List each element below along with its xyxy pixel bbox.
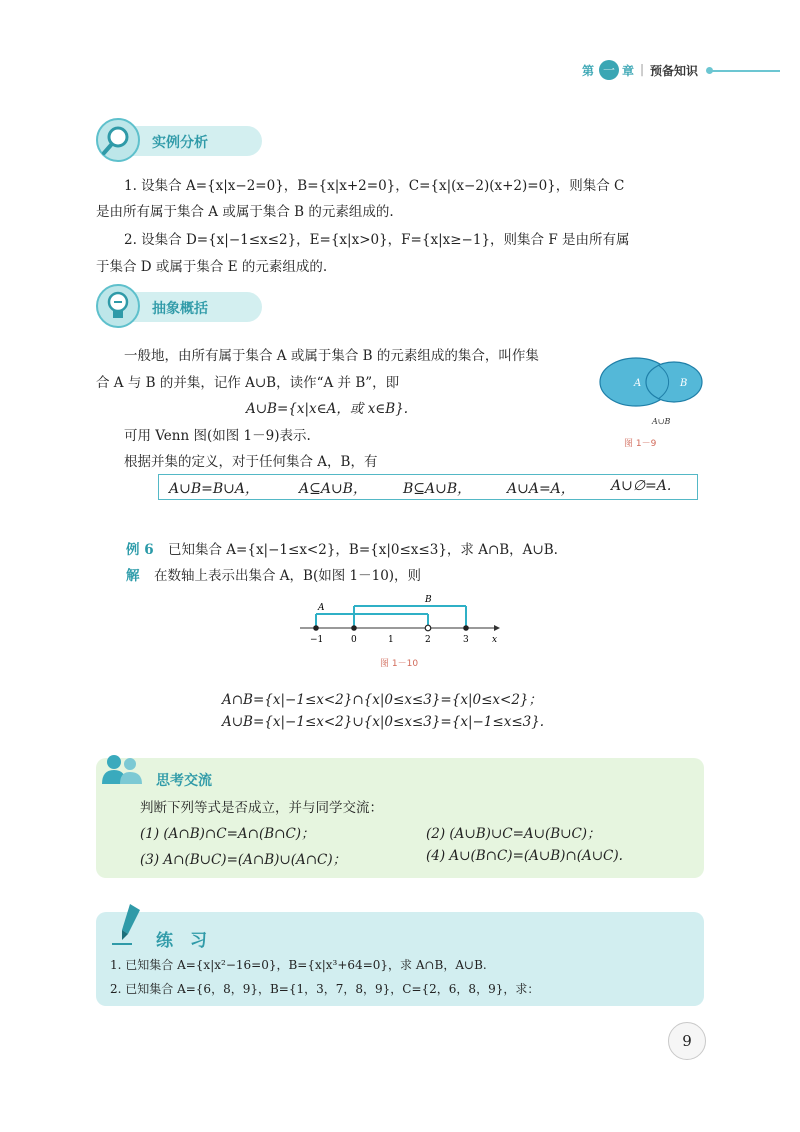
definition-line-1: 一般地，由所有属于集合 A 或属于集合 B 的元素组成的集合，叫作集 [124, 348, 539, 364]
property-a-subset: A⊆A∪B， [299, 481, 367, 497]
discussion-item-2: (2) (A∪B)∪C=A∪(B∪C)； [426, 826, 601, 842]
header-separator: | [640, 62, 645, 76]
solution-label: 解 [126, 568, 140, 584]
union-result: A∪B={x|−1≤x<2}∪{x|0≤x≤3}={x|−1≤x≤3}. [222, 714, 545, 730]
intersection-result: A∩B={x|−1≤x<2}∩{x|0≤x≤3}={x|0≤x<2}； [222, 692, 542, 708]
venn-label-b: B [680, 378, 688, 389]
numberline-label-b: B [425, 595, 432, 605]
example-line-4: 于集合 D 或属于集合 E 的元素组成的. [96, 259, 328, 275]
chapter-header [582, 58, 800, 84]
section-title-abstract: 抽象概括 [152, 301, 208, 317]
tick-neg1: −1 [310, 635, 324, 645]
example-problem: 已知集合 A={x|−1≤x<2}，B={x|0≤x≤3}，求 A∩B，A∪B. [168, 542, 558, 558]
tick-3: 3 [463, 635, 469, 645]
discussion-item-3: (3) A∩(B∪C)=(A∩B)∪(A∩C)； [140, 852, 347, 868]
solution-intro: 在数轴上表示出集合 A，B(如图 1－10)，则 [154, 568, 422, 584]
example-line-1: 1. 设集合 A={x|x−2=0}，B={x|x+2=0}，C={x|(x−2)(x+2)=0}，则集合 C [124, 178, 625, 194]
magnifier-icon [96, 118, 140, 162]
definition-line-5: 根据并集的定义，对于任何集合 A，B，有 [124, 454, 378, 470]
tick-2: 2 [425, 635, 431, 645]
union-definition-formula: A∪B={x|x∈A，或 x∈B}. [246, 401, 409, 417]
chapter-number: 一 [599, 60, 619, 80]
venn-union-caption: A∪B [652, 417, 671, 426]
tick-0: 0 [351, 635, 357, 645]
section-title-examples: 实例分析 [152, 135, 208, 151]
page-number: 9 [668, 1022, 706, 1060]
property-b-subset: B⊆A∪B， [403, 481, 472, 497]
venn-label-a: A [634, 378, 642, 389]
definition-line-2: 合 A 与 B 的并集，记作 A∪B，读作“A 并 B”，即 [96, 375, 400, 391]
chapter-prefix: 第 [582, 64, 595, 78]
practice-item-2: 2. 已知集合 A={6，8，9}，B={1，3，7，8，9}，C={2，6，8，9}，求： [110, 982, 540, 996]
number-line-figure [298, 592, 508, 672]
point-2-open [425, 625, 431, 631]
point-0 [351, 625, 357, 631]
venn-diagram [596, 356, 708, 452]
lightbulb-icon [96, 284, 140, 328]
axis-label-x: x [492, 635, 498, 645]
chapter-title: 预备知识 [650, 64, 699, 78]
property-idempotent: A∪A=A， [507, 481, 575, 497]
discussion-title: 思考交流 [156, 773, 212, 789]
definition-line-4: 可用 Venn 图(如图 1－9)表示. [124, 428, 311, 444]
discussion-item-4: (4) A∪(B∩C)=(A∪B)∩(A∪C). [426, 848, 623, 864]
pen-icon [110, 900, 150, 948]
example-line-3: 2. 设集合 D={x|−1≤x≤2}，E={x|x>0}，F={x|x≥−1}，则集合 F 是由所有属 [124, 232, 630, 248]
header-line [710, 70, 780, 72]
property-commutative: A∪B=B∪A， [169, 481, 259, 497]
tick-1: 1 [388, 635, 394, 645]
discussion-item-1: (1) (A∩B)∩C=A∩(B∩C)； [140, 826, 315, 842]
chapter-suffix: 章 [622, 64, 635, 78]
practice-item-1: 1. 已知集合 A={x|x²−16=0}，B={x|x³+64=0}，求 A∩B，A∪B. [110, 958, 487, 972]
example-line-2: 是由所有属于集合 A 或属于集合 B 的元素组成的. [96, 204, 394, 220]
numberline-label-a: A [318, 603, 325, 613]
point-neg1 [313, 625, 319, 631]
discussion-intro: 判断下列等式是否成立，并与同学交流： [140, 800, 383, 816]
example-label: 例 6 [126, 542, 154, 558]
point-3 [463, 625, 469, 631]
practice-title: 练 习 [156, 931, 207, 951]
union-properties-box [158, 474, 698, 500]
property-empty: A∪∅=A. [611, 478, 672, 494]
numberline-figure-label: 图 1－10 [380, 659, 419, 669]
venn-figure-label: 图 1－9 [624, 439, 657, 449]
people-icon [100, 752, 146, 786]
